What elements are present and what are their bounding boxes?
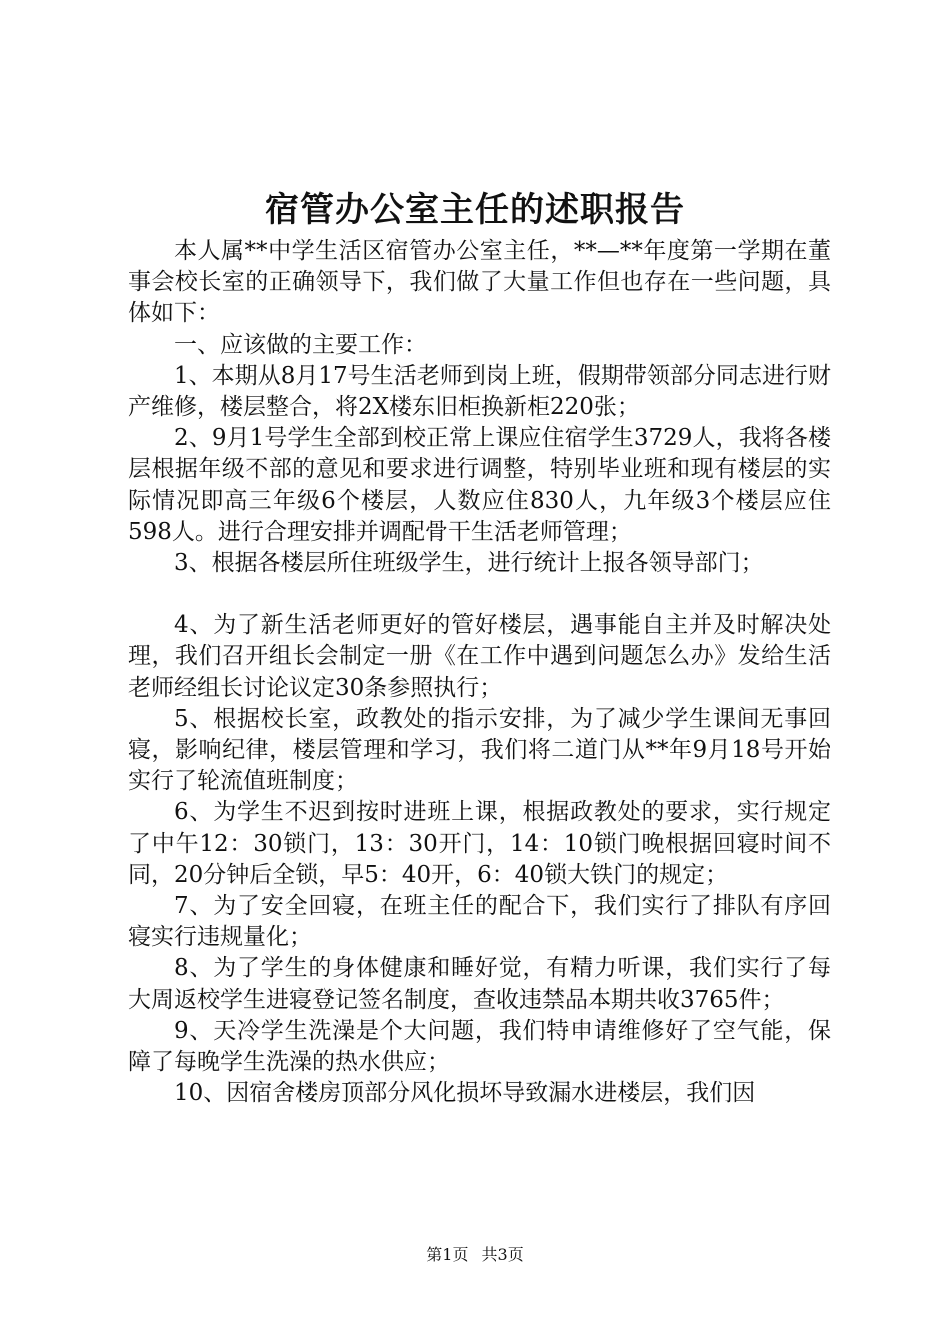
page-number-total: 共3页 [481,1245,524,1264]
paragraph-item-1: 1、本期从8月17号生活老师到岗上班，假期带领部分同志进行财产维修，楼层整合，将2X楼东旧柜换新柜220张； [128,362,831,421]
paragraph-item-7: 7、为了安全回寝，在班主任的配合下，我们实行了排队有序回寝实行违规量化； [128,893,831,951]
paragraph-intro: 本人属**中学生活区宿管办公室主任，**—**年度第一学期在董事会校长室的正确领导下，我们做了大量工作但也存在一些问题，具体如下： [128,238,831,327]
paragraph-item-3: 3、根据各楼层所住班级学生，进行统计上报各领导部门； [174,550,764,577]
page-footer [0,1244,950,1266]
paragraph-item-4: 4、为了新生活老师更好的管好楼层，遇事能自主并及时解决处理，我们召开组长会制定一册《在工作中遇到问题怎么办》发给生活老师经组长讨论议定30条参照执行； [128,612,831,701]
paragraph-item-10: 10、因宿舍楼房顶部分风化损坏导致漏水进楼层，我们因 [174,1080,756,1107]
paragraph-item-6: 6、为学生不迟到按时进班上课，根据政教处的要求，实行规定了中午12：30锁门，13：30开门，14：10锁门晚根据回寝时间不同，20分钟后全锁，早5：40开，6：40锁大铁门的规定； [128,799,831,888]
paragraph-item-5: 5、根据校长室，政教处的指示安排，为了减少学生课间无事回寝，影响纪律，楼层管理和学习，我们将二道门从**年9月18号开始实行了轮流值班制度； [128,705,831,795]
document-body [128,236,831,1109]
paragraph-item-9: 9、天冷学生洗澡是个大问题，我们特申请维修好了空气能，保障了每晚学生洗澡的热水供应； [128,1017,831,1076]
paragraph-item-8: 8、为了学生的身体健康和睡好觉，有精力听课，我们实行了每大周返校学生进寝登记签名制度，查收违禁品本期共收3765件； [128,955,831,1013]
paragraph-item-2: 2、9月1号学生全部到校正常上课应住宿学生3729人，我将各楼层根据年级不部的意见和要求进行调整，特别毕业班和现有楼层的实际情况即高三年级6个楼层，人数应住830人，九年级3个楼层应住598人。进行合理安排并调配骨干生活老师管理； [128,425,831,545]
paragraph-section-heading: 一、应该做的主要工作： [174,331,427,358]
page-number-current: 第1页 [426,1245,469,1264]
document-title: 宿管办公室主任的述职报告 [265,190,685,230]
